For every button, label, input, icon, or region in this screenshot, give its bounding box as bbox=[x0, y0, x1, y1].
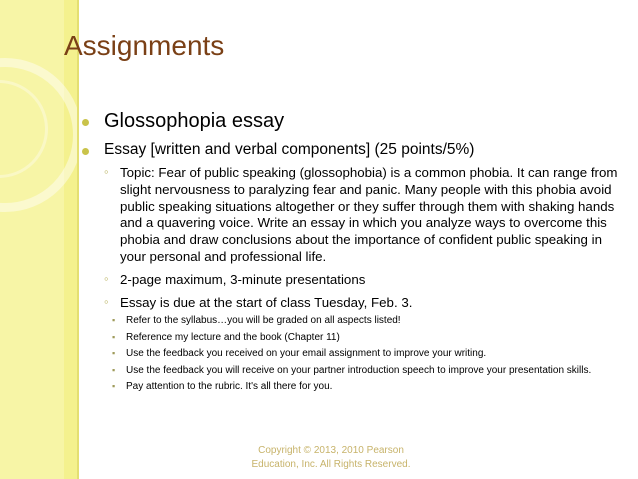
note-text: Pay attention to the rubric. It's all there for you. bbox=[126, 381, 333, 393]
bullet-text: Essay [written and verbal components] (25 points/5%) bbox=[104, 141, 475, 158]
note-text: Refer to the syllabus…you will be graded on all aspects listed! bbox=[126, 315, 401, 327]
note-syllabus bbox=[112, 315, 622, 327]
square-bullet-icon: ▪ bbox=[112, 331, 116, 342]
bullet-glossophopia-essay bbox=[82, 108, 622, 134]
note-partner-feedback bbox=[112, 365, 622, 377]
square-bullet-icon: ▪ bbox=[112, 381, 116, 392]
square-bullet-icon: ▪ bbox=[112, 315, 116, 326]
note-rubric bbox=[112, 381, 622, 393]
bullet-dot-icon bbox=[82, 119, 89, 126]
note-text: Use the feedback you received on your email assignment to improve your writing. bbox=[126, 348, 487, 360]
sub-bullet-marker-icon: ◦ bbox=[104, 293, 109, 309]
bullet-essay-components bbox=[82, 140, 622, 160]
bullet-text: Glossophopia essay bbox=[104, 110, 285, 132]
subbullet-due-date bbox=[104, 295, 622, 312]
subbullet-page-limit bbox=[104, 272, 622, 289]
note-text: Reference my lecture and the book (Chapter 11) bbox=[126, 331, 340, 343]
slide-title: Assignments bbox=[64, 30, 225, 61]
copyright-notice: Copyright © 2013, 2010 Pearson Education, Inc. All Rights Reserved. bbox=[251, 445, 411, 470]
note-text: Use the feedback you will receive on your partner introduction speech to improve your presentation skills. bbox=[126, 364, 592, 376]
subbullet-text: 2-page maximum, 3-minute presentations bbox=[120, 271, 366, 287]
sub-bullet-marker-icon: ◦ bbox=[104, 270, 109, 286]
subbullet-text: Topic: Fear of public speaking (glossophobia) is a common phobia. It can range from slight nervousness to paralyzing fear and panic. Many people with this phobia avoid public speaking situations altogether or they suffer through them with shaking hands and a quavering voice. Write an essay in which you analyze ways to overcome this phobia and draw conclusions about the importance of confident public speaking in your personal and professional life. bbox=[120, 165, 618, 264]
subbullet-text: Essay is due at the start of class Tuesday, Feb. 3. bbox=[120, 294, 413, 310]
note-email-feedback bbox=[112, 348, 622, 360]
slide-content bbox=[82, 108, 622, 398]
bullet-dot-icon bbox=[82, 148, 89, 155]
square-bullet-icon: ▪ bbox=[112, 364, 116, 375]
square-bullet-icon: ▪ bbox=[112, 348, 116, 359]
sidebar-edge bbox=[77, 0, 79, 479]
decorative-sidebar bbox=[0, 0, 78, 479]
sub-bullet-marker-icon: ◦ bbox=[104, 164, 109, 179]
subbullet-topic bbox=[104, 165, 622, 266]
note-lecture bbox=[112, 332, 622, 344]
